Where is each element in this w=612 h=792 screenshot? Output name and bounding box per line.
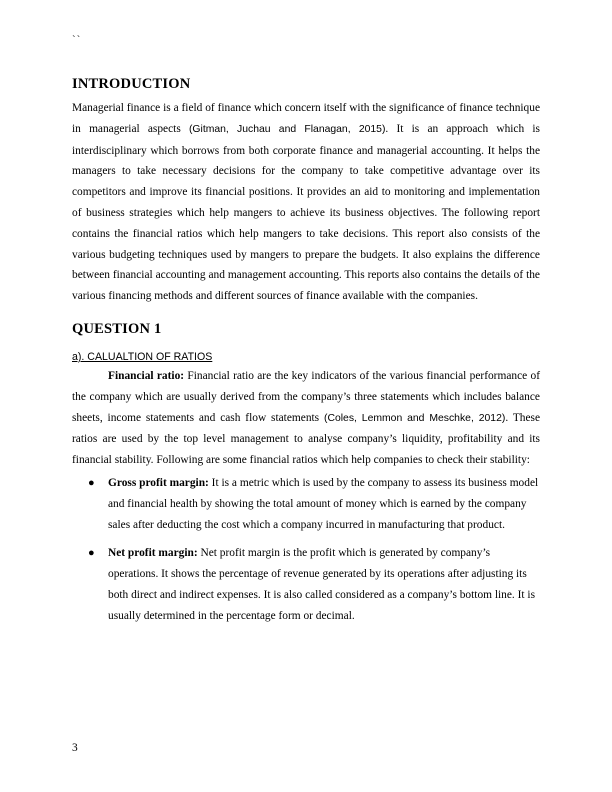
financial-ratio-citation: (Coles, Lemmon and Meschke, 2012) (323, 412, 506, 424)
financial-ratio-term: Financial ratio: (108, 369, 185, 382)
intro-citation: (Gitman, Juchau and Flanagan, 2015) (188, 123, 386, 135)
page-number: 3 (72, 742, 78, 754)
bullet-text: It is a metric which is used by the company to assess its business model and financial health by showing the total amount of money which is earned by the company sales after deducting the cost which a company incurred in manufacturing that product. (108, 476, 539, 531)
bullet-text: Net profit margin is the profit which is generated by company’s operations. It shows the percentage of revenue generated by its operations after adjusting its both direct and indirect expenses. It is also called considered as a company’s bottom line. It is usually determined in the percentage form or decimal. (108, 547, 536, 622)
financial-ratio-text-part-2: . These ratios are used by the top level management to analyse company’s liquidity, profitability and its financial stability. Following are some financial ratios which help companies to check their stability: (72, 411, 541, 467)
intro-text-part-1: Managerial finance is a field of finance which concern itself with the significance of finance technique in managerial aspects (72, 102, 540, 135)
ratio-bullet-list (72, 473, 540, 627)
page-content (72, 76, 540, 627)
header-mark: `` (72, 34, 82, 46)
list-item (72, 543, 540, 626)
financial-ratio-paragraph (72, 366, 540, 471)
intro-text-part-2: . It is an approach which is interdisciplinary which borrows from both corporate finance and managerial accounting. It helps the managers to take necessary decisions for the company to take competitive advantage over its competitors and improve its financial positions. It provides an aid to monitoring and implementation of business strategies which help mangers to achieve its business objectives. The following report contains the financial ratios which help mangers to take decisions. This report also consists of the various budgeting techniques used by mangers to prepare the budgets. It also explains the difference between financial accounting and management accounting. This reports also contains the details of the various financing methods and different sources of finance available with the companies. (72, 122, 540, 303)
financial-ratio-text-part-1: Financial ratio are the key indicators of the various financial performance of the company which are usually derived from the company’s three statements which includes balance sheets, income statements and cash flow statements (72, 369, 540, 424)
introduction-paragraph (72, 98, 540, 307)
bullet-term: Net profit margin: (108, 547, 198, 560)
bullet-term: Gross profit margin: (108, 476, 209, 489)
bullet-icon: ● (88, 547, 95, 560)
introduction-heading: INTRODUCTION (72, 76, 191, 92)
list-item (72, 473, 540, 535)
bullet-icon: ● (88, 476, 95, 489)
ratios-subheading: a). CALUALTION OF RATIOS (72, 350, 213, 363)
question-1-heading: QUESTION 1 (72, 320, 162, 337)
